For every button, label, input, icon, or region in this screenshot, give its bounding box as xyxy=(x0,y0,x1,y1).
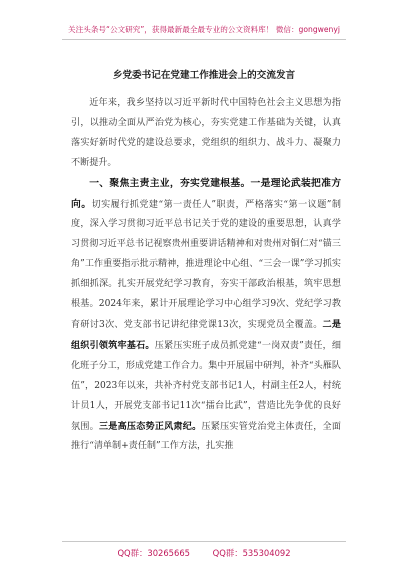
section-paragraph xyxy=(71,174,341,458)
header-divider xyxy=(62,39,346,40)
intro-paragraph: 近年来，我乡坚持以习近平新时代中国特色社会主义思想为指引，以推动全面从严治党为核心，夯实党建工作基础为关键，认真落实好新时代党的建设总要求，党组织的组织力、战斗力、凝聚力不断提升。 xyxy=(71,98,341,168)
subpoint-heading-3: 三是高压态势正风肃纪。 xyxy=(98,420,202,432)
subpoint-heading-2: 二是组织引领筑牢基石。 xyxy=(71,318,341,351)
page-header-banner: 关注头条号“公文研究”，获得最新最全最专业的公文资料库！ 微信：gongwenyj xyxy=(68,25,340,34)
subpoint-text-2: 压紧压实班子成员抓党建“一岗双责”责任，细化班子分工，形成党建工作合力。集中开展届中研判，补齐“头雁队伍”，2023年以来，共补齐村党支部书记1人，村副主任2人，村统计员1人，开展党支部书记11次“擂台比武”，营造比先争优的良好氛围。 xyxy=(71,340,341,432)
section-heading: 一、聚焦主责主业，夯实党建根基。 xyxy=(89,177,251,189)
page-footer xyxy=(0,547,408,559)
document-body xyxy=(71,94,341,457)
footer-divider xyxy=(62,541,346,542)
subpoint-text-3: 压紧压实管党治党主体责任，全面推行“清单制+责任制”工作方法，扎实推 xyxy=(71,421,341,452)
qq-group-1: QQ群：30265665 xyxy=(117,548,190,558)
subpoint-text-1: 切实履行抓党建“第一责任人”职责，严格落实“第一议题”制度，深入学习贯彻习近平总书记关于党的建设的重要思想，认真学习贯彻习近平总书记视察贵州重要讲话精神和对贵州对铜仁对“锚三角”工作重要指示批示精神，推进理论中心组、“三会一课”学习抓实抓细抓深。扎实开展党纪学习教育，夯实干部政治根基，筑牢思想根基。2024年来，累计开展理论学习中心组学习9次、党纪学习教育研讨3次、党支部书记讲纪律党课13次，实现党员全覆盖。 xyxy=(71,199,341,330)
qq-group-2: QQ群：535304092 xyxy=(212,548,291,558)
subpoint-heading-1: 一是理论武装把准方向。 xyxy=(71,177,341,210)
document-title: 乡党委书记在党建工作推进会上的交流发言 xyxy=(112,70,296,81)
